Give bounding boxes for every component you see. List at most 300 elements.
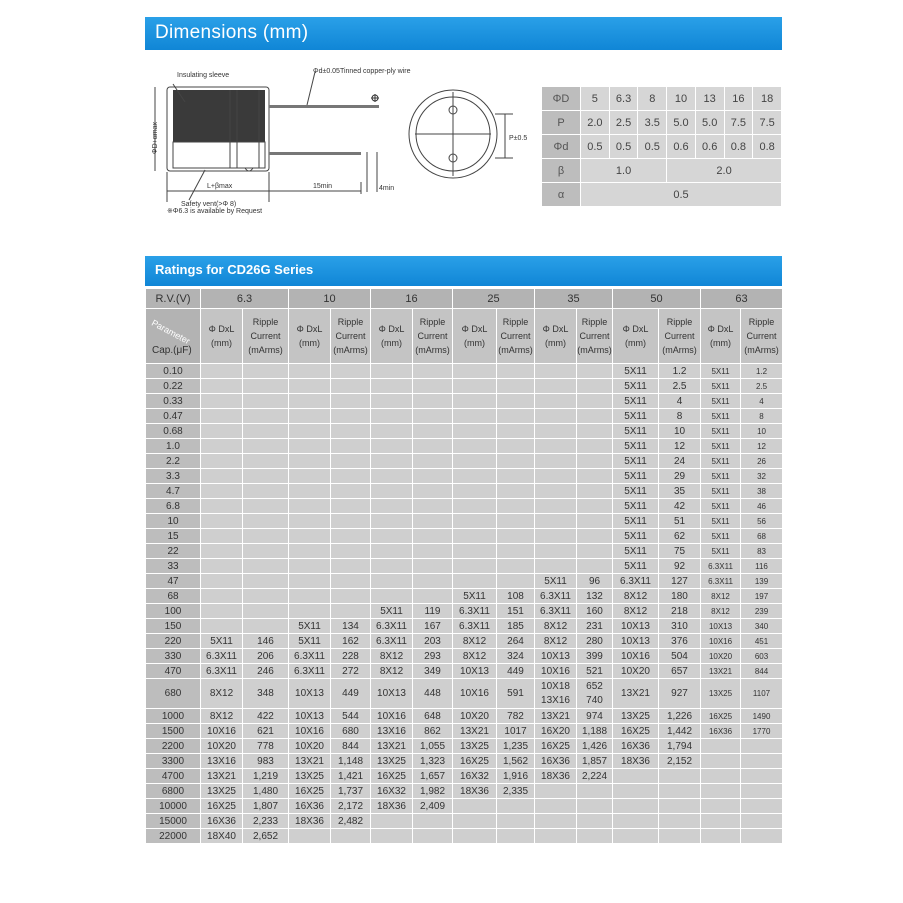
ripple-cell: 180 (659, 589, 701, 604)
ripple-cell: 2,233 (243, 814, 289, 829)
ripple-cell: 246 (243, 664, 289, 679)
size-cell (535, 784, 577, 799)
ripple-cell (331, 544, 371, 559)
size-cell (201, 454, 243, 469)
dim-cell: 0.5 (581, 135, 610, 159)
ripple-cell (741, 829, 783, 844)
dim-cell: 0.8 (724, 135, 753, 159)
ripple-cell: 167 (413, 619, 453, 634)
ripple-cell: 1,235 (497, 739, 535, 754)
ripple-cell (497, 394, 535, 409)
ripple-cell: 1,857 (577, 754, 613, 769)
cap-value: 0.10 (146, 364, 201, 379)
ripple-cell (577, 409, 613, 424)
ripple-cell (331, 469, 371, 484)
size-cell: 10X13 (535, 649, 577, 664)
dim-row-label: ΦD (542, 87, 581, 111)
size-cell: 16X36 (201, 814, 243, 829)
size-cell (535, 559, 577, 574)
size-cell (201, 604, 243, 619)
ripple-cell: 12 (659, 439, 701, 454)
size-cell: 6.3X11 (371, 619, 413, 634)
size-cell (289, 514, 331, 529)
ripple-cell (413, 424, 453, 439)
ripple-label: Current (335, 331, 366, 341)
ripple-cell: 92 (659, 559, 701, 574)
size-cell: 10X13 (613, 634, 659, 649)
ripple-cell (413, 829, 453, 844)
cap-value: 1500 (146, 724, 201, 739)
ripple-cell (577, 439, 613, 454)
dxl-header (201, 309, 243, 364)
dxl-header (701, 309, 741, 364)
capacitor-drawing (145, 62, 535, 222)
ripple-cell (243, 559, 289, 574)
ripple-cell: 162 (331, 634, 371, 649)
voltage-header: 25 (453, 289, 535, 309)
size-cell: 16X25 (613, 724, 659, 739)
dxl-header (453, 309, 497, 364)
ripple-cell (413, 379, 453, 394)
ripple-cell: 32 (741, 469, 783, 484)
dxl-header (289, 309, 331, 364)
ripple-cell (243, 394, 289, 409)
table-row (146, 364, 783, 379)
ripple-cell (243, 619, 289, 634)
size-cell (613, 769, 659, 784)
size-cell: 6.3X11 (289, 664, 331, 679)
ripple-cell (331, 829, 371, 844)
ripple-cell (577, 679, 613, 709)
dim-cell: 6.3 (609, 87, 638, 111)
ripple-cell: 1017 (497, 724, 535, 739)
ripple-cell (577, 559, 613, 574)
ripple-cell (577, 379, 613, 394)
size-cell: 10X16 (453, 679, 497, 709)
size-cell: 8X12 (201, 709, 243, 724)
size-cell (201, 619, 243, 634)
ripple-cell: 38 (741, 484, 783, 499)
ripple-cell (741, 754, 783, 769)
ripple-cell: 1,657 (413, 769, 453, 784)
ripple-cell (331, 364, 371, 379)
ripple-cell: 132 (577, 589, 613, 604)
size-cell (371, 469, 413, 484)
table-row (146, 619, 783, 634)
size-cell: 8X12 (453, 634, 497, 649)
size-cell: 16X32 (453, 769, 497, 784)
ripple-cell: 1490 (741, 709, 783, 724)
ripple-cell (331, 439, 371, 454)
size-cell (371, 454, 413, 469)
size-cell: 13X25 (613, 709, 659, 724)
size-cell (453, 379, 497, 394)
size-cell (613, 784, 659, 799)
dim-cell: 0.5 (581, 183, 782, 207)
dim-cell: 8 (638, 87, 667, 111)
ripple-cell (413, 589, 453, 604)
ripple-cell (331, 499, 371, 514)
cap-value: 10 (146, 514, 201, 529)
ripple-cell: 448 (413, 679, 453, 709)
ripple-cell (331, 574, 371, 589)
ratings-body (146, 364, 783, 844)
dim-cell: 18 (753, 87, 782, 111)
size-cell (371, 829, 413, 844)
size-cell: 8X12 (371, 649, 413, 664)
size-cell: 16X36 (535, 754, 577, 769)
size-cell (453, 814, 497, 829)
size-cell: 10X20 (453, 709, 497, 724)
size-cell: 8X12 (201, 679, 243, 709)
size-cell (535, 364, 577, 379)
cap-value: 0.33 (146, 394, 201, 409)
table-row (146, 409, 783, 424)
size-cell (371, 394, 413, 409)
size-cell: 16X25 (201, 799, 243, 814)
ripple-cell: 2.5 (659, 379, 701, 394)
size-cell: 5X11 (289, 634, 331, 649)
ripple-cell (243, 604, 289, 619)
ratings-table (145, 288, 783, 844)
ripple-cell (659, 799, 701, 814)
ripple-label: (mArms) (248, 345, 283, 355)
ripple-cell (497, 409, 535, 424)
size-cell: 13X25 (289, 769, 331, 784)
size-cell: 8X12 (453, 649, 497, 664)
cap-value: 470 (146, 664, 201, 679)
ripple-cell: 4 (659, 394, 701, 409)
size-cell: 13X16 (371, 724, 413, 739)
ripple-label: Ripple (337, 317, 364, 327)
parameter-cap-cell (146, 309, 201, 364)
table-row (146, 379, 783, 394)
ripple-cell: 68 (741, 529, 783, 544)
size-cell (535, 529, 577, 544)
ratings-title: Ratings for CD26G Series (155, 262, 314, 277)
ripple-cell: 96 (577, 574, 613, 589)
size-cell (453, 454, 497, 469)
size-cell (613, 814, 659, 829)
size-cell (535, 799, 577, 814)
dim-cell: 5.0 (695, 111, 724, 135)
size-cell (371, 364, 413, 379)
ripple-label: Current (500, 331, 531, 341)
size-cell (201, 589, 243, 604)
mm-label: (mm) (625, 338, 647, 348)
size-cell: 5X11 (701, 469, 741, 484)
mm-label: (mm) (710, 338, 732, 348)
table-row (146, 829, 783, 844)
size-cell: 16X32 (371, 784, 413, 799)
ripple-cell (577, 499, 613, 514)
ripple-cell: 8 (659, 409, 701, 424)
size-cell: 5X11 (701, 544, 741, 559)
ripple-cell (497, 814, 535, 829)
size-cell (535, 499, 577, 514)
capacitor-front-view (409, 90, 513, 178)
table-row (146, 679, 783, 709)
size-cell (371, 529, 413, 544)
size-cell (535, 814, 577, 829)
cell-line: 10X18 (541, 680, 570, 692)
size-cell (289, 529, 331, 544)
ripple-label: Current (664, 331, 695, 341)
size-cell: 5X11 (613, 514, 659, 529)
ripple-cell (659, 814, 701, 829)
ripple-label: Current (579, 331, 610, 341)
dim-cell: 5.0 (667, 111, 696, 135)
cell-line: 13X16 (541, 694, 570, 706)
table-row (146, 664, 783, 679)
size-cell: 5X11 (701, 409, 741, 424)
ripple-cell (243, 409, 289, 424)
ripple-cell: 680 (331, 724, 371, 739)
ripple-cell: 293 (413, 649, 453, 664)
ripple-cell: 42 (659, 499, 701, 514)
size-cell (701, 829, 741, 844)
size-cell (371, 544, 413, 559)
ripple-cell: 1,562 (497, 754, 535, 769)
dim-cell: 2.0 (667, 159, 782, 183)
ripple-cell: 1,055 (413, 739, 453, 754)
ripple-cell (741, 769, 783, 784)
ripple-cell: 231 (577, 619, 613, 634)
polarity-plus-icon (371, 94, 379, 102)
ripple-cell: 8 (741, 409, 783, 424)
ripple-cell (413, 454, 453, 469)
wire-label: Φd±0.05Tinned copper-ply wire (313, 68, 411, 75)
size-cell: 5X11 (613, 409, 659, 424)
size-cell (371, 589, 413, 604)
size-cell: 10X13 (289, 679, 331, 709)
cap-value: 68 (146, 589, 201, 604)
ripple-cell: 1,148 (331, 754, 371, 769)
size-cell: 13X21 (289, 754, 331, 769)
table-row (146, 469, 783, 484)
ripple-cell (413, 514, 453, 529)
size-cell (371, 514, 413, 529)
size-cell (201, 409, 243, 424)
dim-cell: 3.5 (638, 111, 667, 135)
size-cell: 5X11 (613, 364, 659, 379)
ripple-cell (243, 469, 289, 484)
ripple-cell: 974 (577, 709, 613, 724)
ripple-cell (243, 529, 289, 544)
size-cell: 8X12 (535, 619, 577, 634)
ripple-cell: 310 (659, 619, 701, 634)
ripple-cell: 206 (243, 649, 289, 664)
ripple-cell (331, 409, 371, 424)
size-cell: 5X11 (701, 514, 741, 529)
table-row (146, 769, 783, 784)
dim-cell: 0.6 (695, 135, 724, 159)
ripple-cell: 75 (659, 544, 701, 559)
ripple-cell (741, 784, 783, 799)
size-cell (201, 529, 243, 544)
size-cell: 10X20 (701, 649, 741, 664)
size-cell (289, 544, 331, 559)
dxl-header (613, 309, 659, 364)
dim-cell: 13 (695, 87, 724, 111)
ripple-cell (413, 499, 453, 514)
size-cell (701, 739, 741, 754)
ripple-cell (413, 814, 453, 829)
voltage-header: 6.3 (201, 289, 289, 309)
ripple-cell: 603 (741, 649, 783, 664)
table-row (146, 649, 783, 664)
size-cell: 18X36 (371, 799, 413, 814)
ripple-cell: 62 (659, 529, 701, 544)
ripple-cell (577, 529, 613, 544)
table-row (146, 499, 783, 514)
ripple-cell: 134 (331, 619, 371, 634)
ripple-cell: 127 (659, 574, 701, 589)
size-cell: 6.3X11 (371, 634, 413, 649)
cap-value: 100 (146, 604, 201, 619)
ripple-cell (659, 784, 701, 799)
ripple-cell (741, 799, 783, 814)
ripple-cell (497, 514, 535, 529)
dim-cell: 10 (667, 87, 696, 111)
size-cell (201, 484, 243, 499)
ripple-cell (243, 379, 289, 394)
size-cell: 10X16 (613, 649, 659, 664)
size-cell: 13X25 (701, 679, 741, 709)
cap-value: 0.47 (146, 409, 201, 424)
size-cell: 5X11 (701, 529, 741, 544)
ripple-cell: 449 (331, 679, 371, 709)
ripple-cell (577, 394, 613, 409)
table-row (146, 784, 783, 799)
ripple-cell: 2,482 (331, 814, 371, 829)
size-cell (535, 544, 577, 559)
ripple-cell (497, 454, 535, 469)
size-cell (535, 424, 577, 439)
size-cell: 13X21 (453, 724, 497, 739)
size-cell: 10X16 (201, 724, 243, 739)
size-cell: 6.3X11 (453, 619, 497, 634)
table-row (146, 799, 783, 814)
ripple-cell: 2,152 (659, 754, 701, 769)
ripple-cell (331, 394, 371, 409)
size-cell: 10X13 (453, 664, 497, 679)
cell-line: 652 (586, 680, 603, 692)
ripple-cell (577, 469, 613, 484)
size-cell: 6.3X11 (701, 574, 741, 589)
ripple-cell: 228 (331, 649, 371, 664)
ripple-cell (413, 469, 453, 484)
dim-cell: 16 (724, 87, 753, 111)
cap-value: 330 (146, 649, 201, 664)
ripple-cell (741, 814, 783, 829)
ripple-cell: 2,409 (413, 799, 453, 814)
ripple-cell (577, 424, 613, 439)
cap-value: 6.8 (146, 499, 201, 514)
dim-cell: 2.0 (581, 111, 610, 135)
size-cell: 18X36 (289, 814, 331, 829)
size-cell: 5X11 (613, 469, 659, 484)
mm-label: (mm) (211, 338, 232, 348)
voltage-header: 50 (613, 289, 701, 309)
size-cell: 16X25 (535, 739, 577, 754)
cap-value: 6800 (146, 784, 201, 799)
ripple-cell (331, 514, 371, 529)
size-cell: 18X36 (453, 784, 497, 799)
size-cell (371, 424, 413, 439)
size-cell (453, 484, 497, 499)
ripple-cell: 1,219 (243, 769, 289, 784)
ripple-cell: 591 (497, 679, 535, 709)
size-cell: 8X12 (701, 604, 741, 619)
size-cell (201, 364, 243, 379)
ripple-header (659, 309, 701, 364)
ripple-cell: 12 (741, 439, 783, 454)
size-cell: 6.3X11 (201, 649, 243, 664)
ripple-cell: 927 (659, 679, 701, 709)
cap-value: 3.3 (146, 469, 201, 484)
size-cell (201, 544, 243, 559)
dim-row-beta (542, 159, 782, 183)
ripple-header (243, 309, 289, 364)
size-cell: 5X11 (535, 574, 577, 589)
size-cell (613, 799, 659, 814)
cap-value: 1000 (146, 709, 201, 724)
size-cell: 5X11 (289, 619, 331, 634)
ripple-cell (243, 499, 289, 514)
ripple-cell: 1107 (741, 679, 783, 709)
ripple-cell: 648 (413, 709, 453, 724)
ripple-label: Ripple (748, 317, 775, 327)
dimensions-title: Dimensions (mm) (155, 22, 309, 43)
cap-value: 0.68 (146, 424, 201, 439)
size-cell: 13X21 (535, 709, 577, 724)
voltage-header: 16 (371, 289, 453, 309)
size-cell: 6.3X11 (453, 604, 497, 619)
ripple-cell: 451 (741, 634, 783, 649)
ripple-label: Current (746, 331, 777, 341)
size-cell (453, 424, 497, 439)
ripple-cell: 108 (497, 589, 535, 604)
ripple-cell (413, 409, 453, 424)
size-cell: 5X11 (701, 394, 741, 409)
table-row (146, 424, 783, 439)
table-row (146, 484, 783, 499)
size-cell (453, 559, 497, 574)
size-cell (371, 484, 413, 499)
l-max-label: L+βmax (207, 183, 233, 190)
dimension-table (541, 86, 782, 207)
ripple-header (741, 309, 783, 364)
ripple-cell: 1.2 (741, 364, 783, 379)
size-cell: 8X12 (371, 664, 413, 679)
ripple-cell: 1,426 (577, 739, 613, 754)
ripple-cell (331, 529, 371, 544)
size-cell (201, 499, 243, 514)
ripple-cell (413, 544, 453, 559)
cap-value: 15 (146, 529, 201, 544)
ripple-cell: 2,172 (331, 799, 371, 814)
size-cell: 13X21 (201, 769, 243, 784)
ripple-cell: 1,807 (243, 799, 289, 814)
ripple-header (497, 309, 535, 364)
ripple-label: Ripple (666, 317, 693, 327)
size-cell (201, 439, 243, 454)
size-cell (701, 799, 741, 814)
dxl-header (535, 309, 577, 364)
cap-value: 3300 (146, 754, 201, 769)
ripple-cell: 203 (413, 634, 453, 649)
